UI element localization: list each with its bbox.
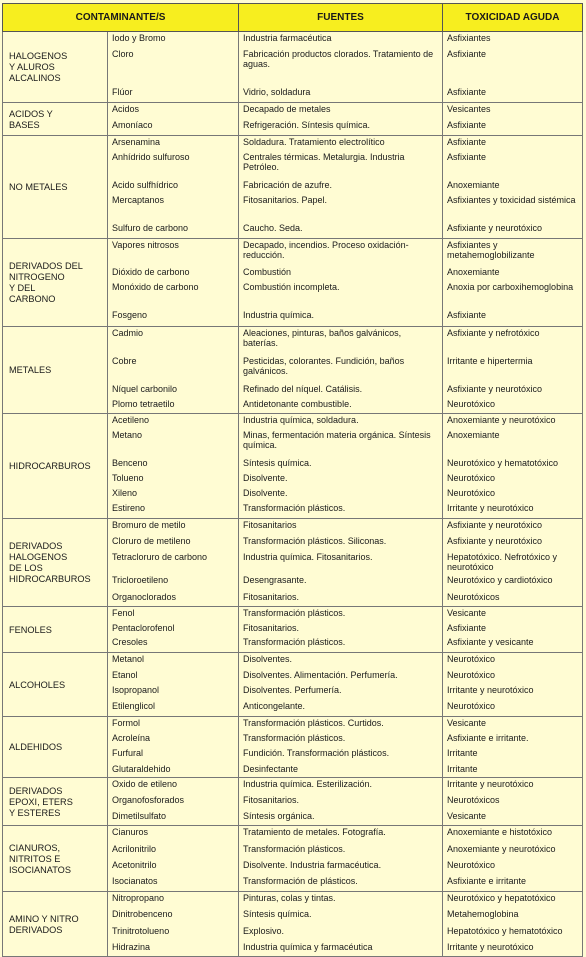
substance-cell: Níquel carbonilo: [108, 383, 239, 398]
substance-cell: Acrilonitrilo: [108, 843, 239, 859]
toxicity-cell: Neurotóxico: [443, 653, 583, 669]
substance-cell: Cianuros: [108, 826, 239, 843]
source-cell: Fabricación productos clorados. Tratamiento de aguas.: [239, 48, 443, 86]
toxicity-cell: Neurotóxico: [443, 472, 583, 487]
category-cell: DERIVADOS HALOGENOS DE LOS HIDROCARBUROS: [3, 519, 108, 607]
source-cell: Fundición. Transformación plásticos.: [239, 747, 443, 763]
category-cell: ALDEHIDOS: [3, 717, 108, 778]
toxicity-cell: Asfixiante e irritante.: [443, 732, 583, 747]
toxicity-cell: Metahemoglobina: [443, 908, 583, 925]
toxicity-cell: Irritante e hipertermia: [443, 355, 583, 383]
source-cell: Combustión: [239, 266, 443, 281]
source-cell: Pinturas, colas y tintas.: [239, 892, 443, 908]
source-cell: Síntesis química.: [239, 457, 443, 472]
source-cell: Industria química. Esterilización.: [239, 778, 443, 794]
source-cell: Decapado, incendios. Proceso oxidación-reducción.: [239, 239, 443, 266]
source-cell: Disolventes. Perfumería.: [239, 684, 443, 700]
toxicity-cell: Neurotóxico: [443, 859, 583, 875]
source-cell: Transformación plásticos.: [239, 607, 443, 622]
substance-cell: Tetracloruro de carbono: [108, 551, 239, 574]
category-cell: ALCOHOLES: [3, 653, 108, 717]
substance-cell: Tolueno: [108, 472, 239, 487]
source-cell: Fabricación de azufre.: [239, 179, 443, 194]
header-toxicidad: TOXICIDAD AGUDA: [443, 4, 583, 32]
table-row: [3, 239, 583, 266]
category-cell: CIANUROS, NITRITOS E ISOCIANATOS: [3, 826, 108, 892]
category-cell: AMINO Y NITRO DERIVADOS: [3, 892, 108, 957]
table-row: [3, 607, 583, 622]
toxicity-cell: Neurotóxicos: [443, 794, 583, 810]
toxicity-cell: Asfixiante: [443, 622, 583, 636]
substance-cell: Xileno: [108, 487, 239, 502]
substance-cell: Sulfuro de carbono: [108, 222, 239, 239]
substance-cell: Nitropropano: [108, 892, 239, 908]
substance-cell: Metano: [108, 429, 239, 457]
substance-cell: Etilenglicol: [108, 700, 239, 717]
toxicity-cell: Asfixiante: [443, 151, 583, 179]
substance-cell: Oxido de etileno: [108, 778, 239, 794]
table-row: [3, 103, 583, 119]
source-cell: Fitosanitarios. Papel.: [239, 194, 443, 222]
toxicity-cell: Hepatotóxico. Nefrotóxico y neurotóxico: [443, 551, 583, 574]
source-cell: Fitosanitarios.: [239, 591, 443, 607]
table-row: [3, 653, 583, 669]
source-cell: Desinfectante: [239, 763, 443, 778]
substance-cell: Arsenamina: [108, 136, 239, 151]
substance-cell: Dimetilsulfato: [108, 810, 239, 826]
toxicity-cell: Irritante: [443, 747, 583, 763]
toxicity-cell: Anoxia por carboxihemoglobina: [443, 281, 583, 309]
substance-cell: Cadmio: [108, 327, 239, 355]
substance-cell: Acetileno: [108, 414, 239, 429]
source-cell: Decapado de metales: [239, 103, 443, 119]
source-cell: Disolvente.: [239, 487, 443, 502]
toxicity-cell: Asfixiante: [443, 86, 583, 103]
substance-cell: Cobre: [108, 355, 239, 383]
source-cell: Transformación plásticos.: [239, 502, 443, 519]
table-row: [3, 778, 583, 794]
toxicity-cell: Irritante y neurotóxico: [443, 502, 583, 519]
toxicity-cell: Neurotóxico: [443, 398, 583, 414]
source-cell: Minas, fermentación materia orgánica. Síntesis química.: [239, 429, 443, 457]
substance-cell: Mercaptanos: [108, 194, 239, 222]
header-fuentes: FUENTES: [239, 4, 443, 32]
substance-cell: Tricloroetileno: [108, 574, 239, 591]
toxicity-cell: Irritante: [443, 763, 583, 778]
category-cell: FENOLES: [3, 607, 108, 653]
substance-cell: Monóxido de carbono: [108, 281, 239, 309]
source-cell: Fitosanitarios.: [239, 794, 443, 810]
substance-cell: Cloro: [108, 48, 239, 86]
toxicity-cell: Vesicantes: [443, 103, 583, 119]
source-cell: Industria química, soldadura.: [239, 414, 443, 429]
toxicity-cell: Neurotóxico y hepatotóxico: [443, 892, 583, 908]
toxicity-cell: Asfixiante y vesicante: [443, 636, 583, 653]
table-row: [3, 519, 583, 535]
substance-cell: Acetonitrilo: [108, 859, 239, 875]
toxicity-cell: Neurotóxicos: [443, 591, 583, 607]
toxicity-cell: Asfixiante y neurotóxico: [443, 519, 583, 535]
category-cell: DERIVADOS EPOXI, ETERS Y ESTERES: [3, 778, 108, 826]
toxicity-cell: Asfixiantes y metahemoglobilizante: [443, 239, 583, 266]
table-row: [3, 892, 583, 908]
toxicity-cell: Neurotóxico: [443, 487, 583, 502]
substance-cell: Cloruro de metileno: [108, 535, 239, 551]
toxicity-cell: Anoxemiante: [443, 266, 583, 281]
substance-cell: Dióxido de carbono: [108, 266, 239, 281]
source-cell: Anticongelante.: [239, 700, 443, 717]
source-cell: Fitosanitarios.: [239, 622, 443, 636]
substance-cell: Formol: [108, 717, 239, 732]
substance-cell: Furfural: [108, 747, 239, 763]
toxicity-cell: Vesicante: [443, 717, 583, 732]
substance-cell: Etanol: [108, 669, 239, 684]
toxicity-cell: Asfixiante: [443, 136, 583, 151]
source-cell: Caucho. Seda.: [239, 222, 443, 239]
substance-cell: Anhídrido sulfuroso: [108, 151, 239, 179]
toxicity-cell: Asfixiante: [443, 309, 583, 327]
source-cell: Industria química y farmacéutica: [239, 941, 443, 957]
substance-cell: Pentaclorofenol: [108, 622, 239, 636]
source-cell: Disolvente.: [239, 472, 443, 487]
toxicity-cell: Anoxemiante: [443, 429, 583, 457]
substance-cell: Vapores nitrosos: [108, 239, 239, 266]
table-row: [3, 32, 583, 48]
toxicity-cell: Anoxemiante e histotóxico: [443, 826, 583, 843]
source-cell: Transformación plásticos.: [239, 732, 443, 747]
source-cell: Transformación plásticos. Curtidos.: [239, 717, 443, 732]
source-cell: Pesticidas, colorantes. Fundición, baños galvánicos.: [239, 355, 443, 383]
substance-cell: Glutaraldehido: [108, 763, 239, 778]
header-row: [3, 4, 583, 32]
table-row: [3, 414, 583, 429]
toxicity-cell: Asfixiantes y toxicidad sistémica: [443, 194, 583, 222]
source-cell: Industria química.: [239, 309, 443, 327]
table-body: [3, 32, 583, 957]
source-cell: Disolventes.: [239, 653, 443, 669]
header-contaminantes: CONTAMINANTE/S: [3, 4, 239, 32]
source-cell: Soldadura. Tratamiento electrolítico: [239, 136, 443, 151]
substance-cell: Fosgeno: [108, 309, 239, 327]
toxicity-cell: Asfixiante: [443, 48, 583, 86]
substance-cell: Plomo tetraetilo: [108, 398, 239, 414]
substance-cell: Estireno: [108, 502, 239, 519]
toxicity-cell: Neurotóxico: [443, 700, 583, 717]
toxicity-cell: Asfixiante y nefrotóxico: [443, 327, 583, 355]
source-cell: Combustión incompleta.: [239, 281, 443, 309]
source-cell: Disolventes. Alimentación. Perfumería.: [239, 669, 443, 684]
toxicity-cell: Anoxemiante: [443, 179, 583, 194]
toxicity-cell: Hepatotóxico y hematotóxico: [443, 925, 583, 941]
source-cell: Transformación plásticos.: [239, 636, 443, 653]
toxicity-cell: Asfixiante y neurotóxico: [443, 535, 583, 551]
substance-cell: Metanol: [108, 653, 239, 669]
category-cell: NO METALES: [3, 136, 108, 239]
source-cell: Tratamiento de metales. Fotografía.: [239, 826, 443, 843]
source-cell: Industria farmacéutica: [239, 32, 443, 48]
source-cell: Síntesis orgánica.: [239, 810, 443, 826]
substance-cell: Isocianatos: [108, 875, 239, 892]
category-cell: ACIDOS Y BASES: [3, 103, 108, 136]
toxicity-cell: Neurotóxico: [443, 669, 583, 684]
category-cell: DERIVADOS DEL NITROGENO Y DEL CARBONO: [3, 239, 108, 327]
toxicity-cell: Neurotóxico y cardiotóxico: [443, 574, 583, 591]
substance-cell: Dinitrobenceno: [108, 908, 239, 925]
substance-cell: Acroleína: [108, 732, 239, 747]
toxicity-cell: Asfixiantes: [443, 32, 583, 48]
substance-cell: Benceno: [108, 457, 239, 472]
substance-cell: Fenol: [108, 607, 239, 622]
substance-cell: Organoclorados: [108, 591, 239, 607]
source-cell: Síntesis química.: [239, 908, 443, 925]
toxicity-cell: Asfixiante e irritante: [443, 875, 583, 892]
substance-cell: Organofosforados: [108, 794, 239, 810]
toxicity-cell: Vesicante: [443, 607, 583, 622]
source-cell: Transformación plásticos.: [239, 843, 443, 859]
source-cell: Antidetonante combustible.: [239, 398, 443, 414]
category-cell: HALOGENOS Y ALUROS ALCALINOS: [3, 32, 108, 103]
table-row: [3, 826, 583, 843]
toxicity-cell: Asfixiante y neurotóxico: [443, 222, 583, 239]
substance-cell: Hidrazina: [108, 941, 239, 957]
toxicity-cell: Neurotóxico y hematotóxico: [443, 457, 583, 472]
substance-cell: Iodo y Bromo: [108, 32, 239, 48]
source-cell: Explosivo.: [239, 925, 443, 941]
source-cell: Disolvente. Industria farmacéutica.: [239, 859, 443, 875]
source-cell: Transformación plásticos. Siliconas.: [239, 535, 443, 551]
toxicity-cell: Irritante y neurotóxico: [443, 941, 583, 957]
source-cell: Refrigeración. Síntesis química.: [239, 119, 443, 136]
source-cell: Vidrio, soldadura: [239, 86, 443, 103]
toxicity-cell: Vesicante: [443, 810, 583, 826]
source-cell: Desengrasante.: [239, 574, 443, 591]
table-row: [3, 136, 583, 151]
substance-cell: Trinitrotolueno: [108, 925, 239, 941]
source-cell: Fitosanitarios: [239, 519, 443, 535]
toxicity-table: [2, 3, 583, 957]
source-cell: Centrales térmicas. Metalurgia. Industria Petróleo.: [239, 151, 443, 179]
toxicity-cell: Irritante y neurotóxico: [443, 778, 583, 794]
substance-cell: Amoníaco: [108, 119, 239, 136]
source-cell: Aleaciones, pinturas, baños galvánicos, baterías.: [239, 327, 443, 355]
source-cell: Transformación de plásticos.: [239, 875, 443, 892]
substance-cell: Flúor: [108, 86, 239, 103]
table-row: [3, 717, 583, 732]
toxicity-cell: Asfixiante: [443, 119, 583, 136]
substance-cell: Acidos: [108, 103, 239, 119]
substance-cell: Isopropanol: [108, 684, 239, 700]
table-row: [3, 327, 583, 355]
substance-cell: Acido sulfhídrico: [108, 179, 239, 194]
category-cell: METALES: [3, 327, 108, 414]
substance-cell: Bromuro de metilo: [108, 519, 239, 535]
source-cell: Industria química. Fitosanitarios.: [239, 551, 443, 574]
substance-cell: Cresoles: [108, 636, 239, 653]
toxicity-cell: Asfixiante y neurotóxico: [443, 383, 583, 398]
toxicity-cell: Anoxemiante y neurotóxico: [443, 414, 583, 429]
source-cell: Refinado del níquel. Catálisis.: [239, 383, 443, 398]
toxicity-cell: Irritante y neurotóxico: [443, 684, 583, 700]
toxicity-cell: Anoxemiante y neurotóxico: [443, 843, 583, 859]
category-cell: HIDROCARBUROS: [3, 414, 108, 519]
